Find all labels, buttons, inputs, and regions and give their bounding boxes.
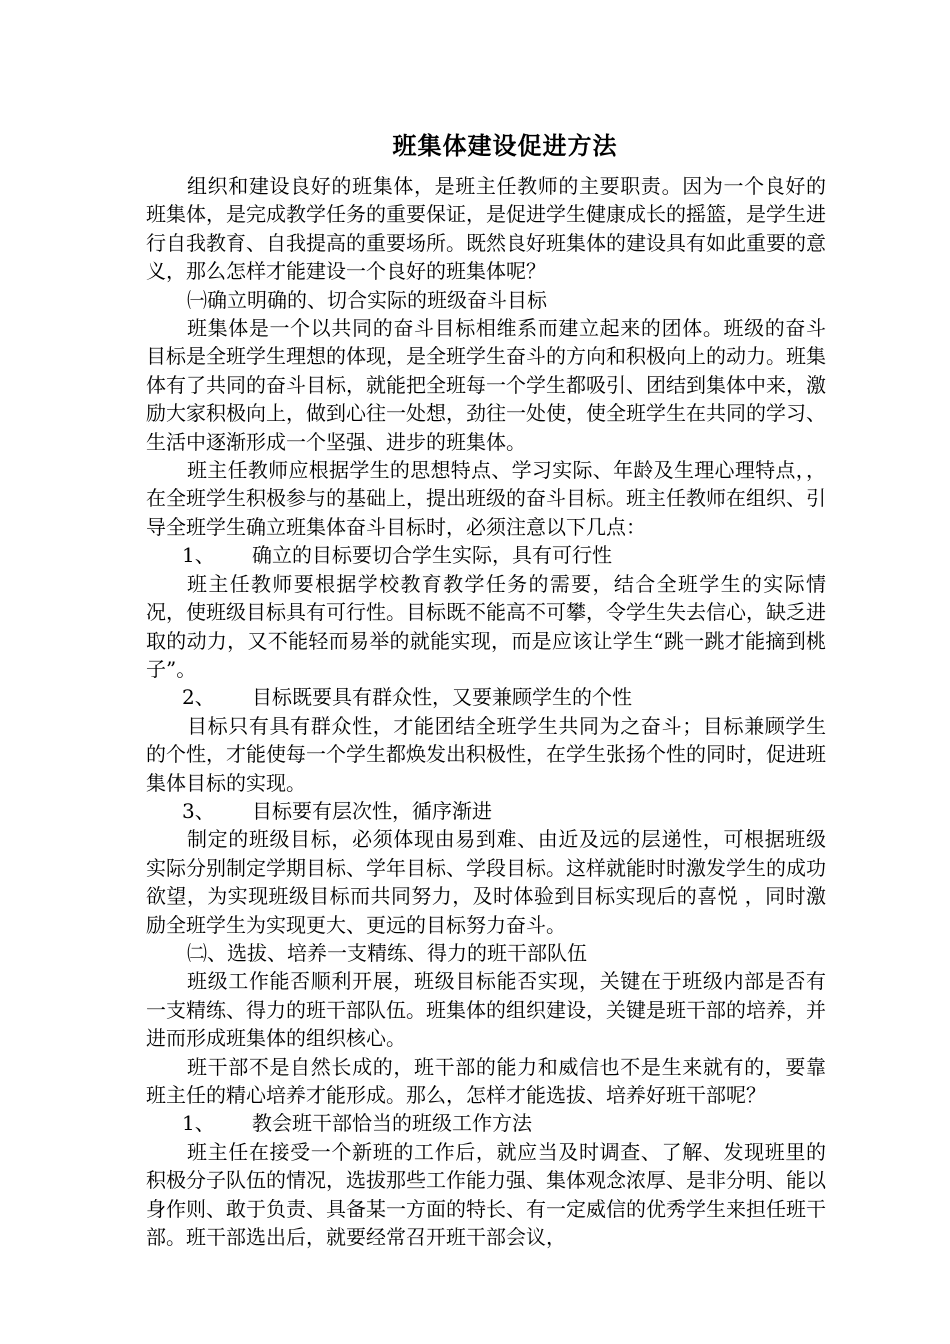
paragraph: 班主任教师应根据学生的思想特点、学习实际、年龄及生理心理特点，，在全班学生积极参与的基础上，提出班级的奋斗目标。班主任教师在组织、引导全班学生确立班集体奋斗目标时，必须注意以下几点：: [146, 458, 826, 539]
list-heading-text: 目标既要具有群众性，又要兼顾学生的个性: [252, 685, 632, 710]
section-heading: ㈠确立明确的、切合实际的班级奋斗目标: [187, 287, 547, 312]
numbered-subheading: [146, 541, 826, 569]
list-heading-text: 教会班干部恰当的班级工作方法: [252, 1111, 532, 1136]
list-number: 1、: [182, 543, 215, 568]
document-body: [146, 172, 826, 1251]
section-heading: ㈡、选拔、培养一支精练、得力的班干部队伍: [187, 940, 587, 965]
paragraph: 制定的班级目标，必须体现由易到难、由近及远的层递性，可根据班级实际分别制定学期目标、学年目标、学段目标。这样就能时时激发学生的成功欲望，为实现班级目标而共同努力，及时体验到目标实现后的喜悦 ，同时激励全班学生为实现更大、更远的目标努力奋斗。: [146, 827, 826, 937]
paragraph: 班主任在接受一个新班的工作后，就应当及时调查、了解、发现班里的积极分子队伍的情况，选拔那些工作能力强、集体观念浓厚、是非分明、能以身作则、敢于负责、具备某一方面的特长、有一定威信的优秀学生来担任班干部。班干部选出后，就要经常召开班干部会议，: [146, 1139, 826, 1250]
list-number: 1、: [182, 1111, 215, 1136]
list-heading-text: 确立的目标要切合学生实际，具有可行性: [252, 543, 612, 568]
paragraph: 班级工作能否顺利开展，班级目标能否实现，关键在于班级内部是否有一支精练、得力的班干部队伍。班集体的组织建设，关键是班干部的培养，并进而形成班集体的组织核心。: [146, 969, 826, 1051]
list-heading-text: 目标要有层次性，循序渐进: [252, 798, 492, 823]
list-number: 3、: [182, 798, 215, 823]
paragraph: 目标只有具有群众性，才能团结全班学生共同为之奋斗；目标兼顾学生的个性，才能使每一个学生都焕发出积极性，在学生张扬个性的同时，促进班集体目标的实现。: [146, 713, 826, 795]
paragraph: 班干部不是自然长成的，班干部的能力和威信也不是生来就有的，要靠班主任的精心培养才能形成。那么，怎样才能选拔、培养好班干部呢？: [146, 1054, 826, 1107]
numbered-subheading: [146, 1109, 826, 1137]
list-number: 2、: [182, 685, 215, 710]
paragraph: 班主任教师要根据学校教育教学任务的需要，结合全班学生的实际情况，使班级目标具有可行性。目标既不能高不可攀，令学生失去信心，缺乏进取的动力，又不能轻而易举的就能实现，而是应该让学生“跳一跳才能摘到桃子”。: [146, 571, 826, 681]
paragraph: 组织和建设良好的班集体，是班主任教师的主要职责。因为一个良好的班集体，是完成教学任务的重要保证，是促进学生健康成长的摇篮，是学生进行自我教育、自我提高的重要场所。既然良好班集体的建设具有如此重要的意义，那么怎样才能建设一个良好的班集体呢？: [146, 174, 826, 284]
document-title: 班集体建设促进方法: [392, 132, 618, 160]
paragraph: 班集体是一个以共同的奋斗目标相维系而建立起来的团体。班级的奋斗目标是全班学生理想的体现，是全班学生奋斗的方向和积极向上的动力。班集体有了共同的奋斗目标，就能把全班每一个学生都吸引、团结到集体中来，激励大家积极向上，做到心往一处想，劲往一处使，使全班学生在共同的学习、生活中逐渐形成一个坚强、进步的班集体。: [146, 316, 826, 454]
numbered-subheading: [146, 797, 826, 825]
numbered-subheading: [146, 683, 826, 711]
